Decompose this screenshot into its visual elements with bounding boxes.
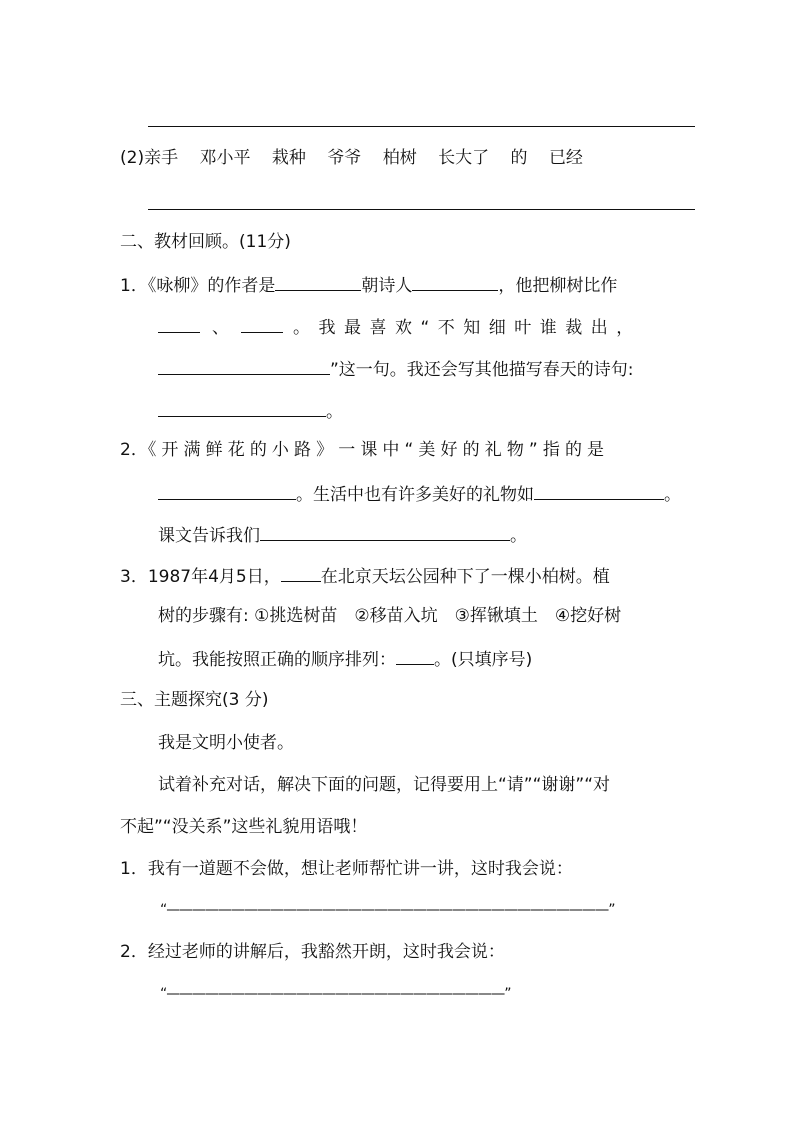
item-label: (2): [120, 148, 145, 168]
question-1-line-4: 。: [158, 398, 343, 424]
word: 栽种: [271, 148, 306, 168]
fill-blank[interactable]: [534, 481, 664, 500]
fill-blank[interactable]: [275, 272, 361, 291]
word: 亲手: [144, 148, 179, 168]
question-1-line-1: 1．《咏柳》的作者是 朝诗人 ，他把柳树比作: [120, 272, 617, 298]
word: 已经: [548, 148, 583, 168]
paragraph: 试着补充对话，解决下面的问题，记得要用上“请”“谢谢”“对: [158, 775, 611, 795]
question-number: 3．: [120, 567, 148, 587]
word: 长大了: [438, 148, 490, 168]
fill-blank[interactable]: [158, 356, 330, 375]
question-2-line-3: 课文告诉我们 。: [158, 522, 527, 548]
section-heading: 三、主题探究(3 分): [120, 690, 269, 710]
answer-line[interactable]: “——————————————————————————”: [160, 986, 511, 1002]
answer-line-1[interactable]: [148, 126, 695, 127]
word: 的: [510, 148, 528, 168]
word: 邓小平: [199, 148, 251, 168]
question-1-line-2: 、 。我最喜欢“不知细叶谁裁出，: [158, 314, 642, 340]
question-text: 1．我有一道题不会做，想让老师帮忙讲一讲，这时我会说：: [120, 859, 573, 879]
fill-blank[interactable]: [158, 398, 326, 417]
question-3-line-2: 树的步骤有: ①挑选树苗 ②移苗入坑 ③挥锹填土 ④挖好树: [158, 606, 622, 626]
fill-blank[interactable]: [396, 646, 434, 665]
answer-line-2[interactable]: [148, 209, 695, 210]
question-2-line-1: 2．《开满鲜花的小路》一课中“美好的礼物”指的是: [120, 440, 610, 460]
fill-blank[interactable]: [158, 314, 200, 333]
fill-blank[interactable]: [281, 563, 321, 582]
question-1-line-3: ”这一句。我还会写其他描写春天的诗句:: [158, 356, 634, 382]
paragraph: 我是文明小使者。: [158, 733, 294, 753]
word: 柏树: [382, 148, 417, 168]
question-2-line-2: 。生活中也有许多美好的礼物如 。: [158, 481, 681, 507]
paragraph: 不起”“没关系”这些礼貌用语哦！: [120, 817, 368, 837]
fill-blank[interactable]: [260, 522, 510, 541]
question-number: 2．: [120, 440, 148, 460]
fill-blank[interactable]: [158, 481, 296, 500]
question-3-line-1: 3．1987年4月5日， 在北京天坛公园种下了一棵小柏树。植: [120, 563, 610, 589]
word-order-item-2: [120, 146, 583, 170]
question-number: 1．: [120, 276, 148, 296]
question-text: 2．经过老师的讲解后，我豁然开朗，这时我会说：: [120, 942, 505, 962]
word: 爷爷: [327, 148, 362, 168]
section-heading: 二、教材回顾。(11分): [120, 232, 291, 252]
question-3-line-3: 坑。我能按照正确的顺序排列： 。(只填序号): [158, 646, 532, 672]
answer-line[interactable]: “——————————————————————————————————”: [160, 902, 615, 918]
fill-blank[interactable]: [412, 272, 498, 291]
fill-blank[interactable]: [241, 314, 283, 333]
